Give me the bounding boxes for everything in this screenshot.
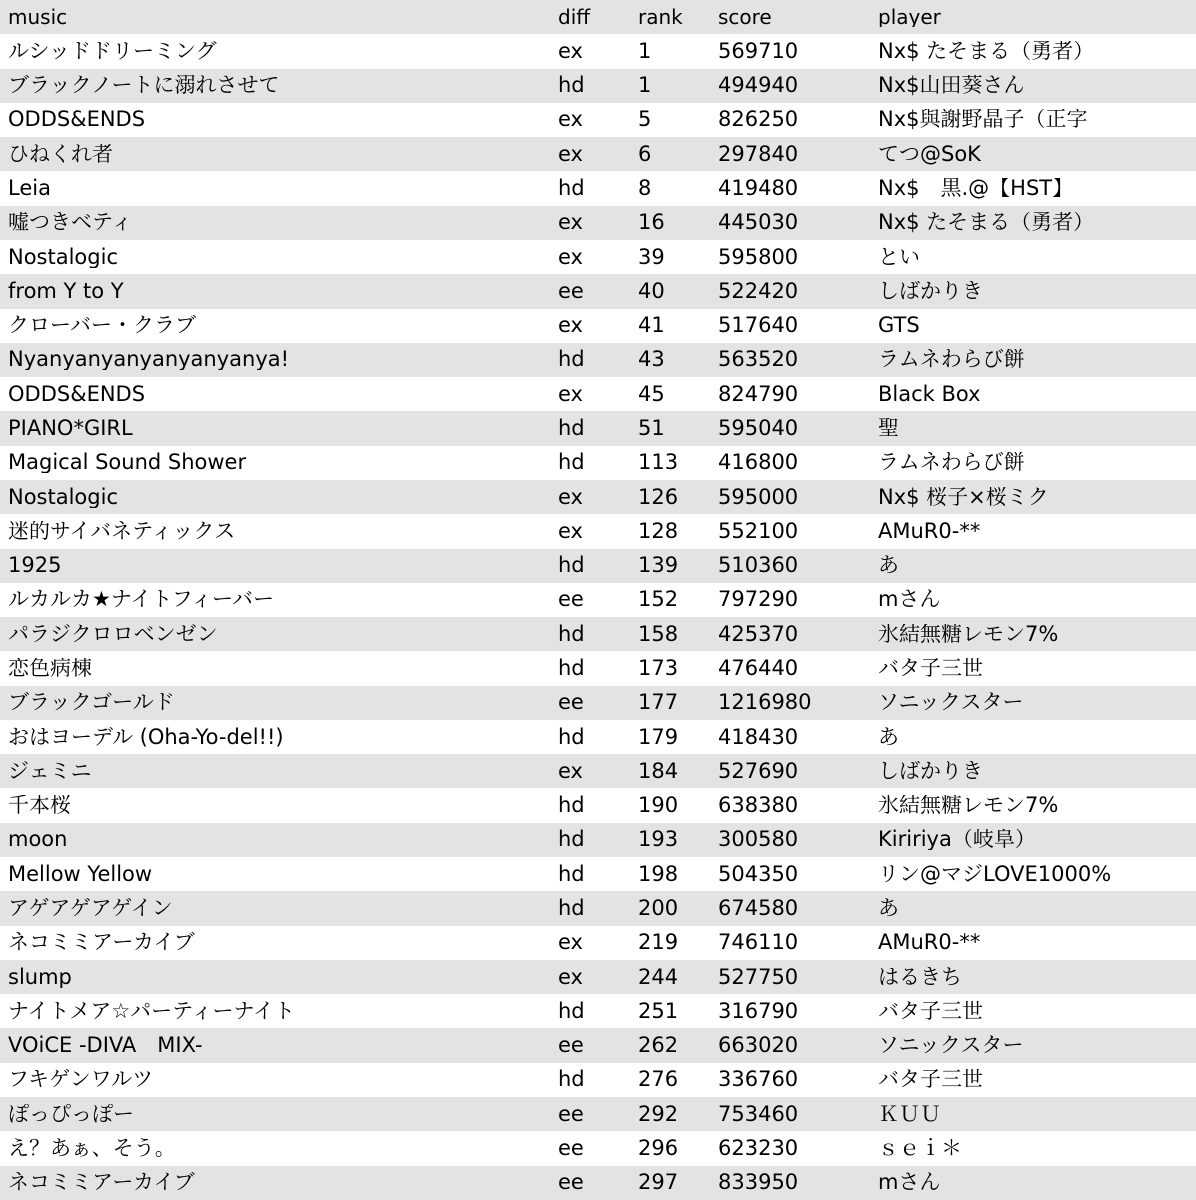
music-cell: ODDS&ENDS [8,109,146,131]
table-row [0,240,1196,274]
score-cell: 833950 [718,1172,799,1194]
music-cell: Nyanyanyanyanyanyanya! [8,349,290,371]
player-cell: ラムネわらび餅 [878,452,1025,474]
score-cell: 517640 [718,315,799,337]
rank-cell: 158 [638,623,679,645]
rank-cell: 296 [638,1137,679,1159]
player-cell: とい [878,246,920,268]
diff-cell: ex [558,143,583,165]
rank-cell: 251 [638,1000,679,1022]
rank-cell: 200 [638,897,679,919]
diff-cell: ee [558,589,584,611]
player-cell: 聖 [878,418,899,440]
diff-cell: ee [558,1172,584,1194]
table-row [0,274,1196,308]
table-row [0,651,1196,685]
column-header-diff: diff [558,7,591,28]
diff-cell: ex [558,383,583,405]
score-cell: 623230 [718,1137,799,1159]
table-row [0,171,1196,205]
diff-cell: hd [558,863,585,885]
rank-cell: 177 [638,692,679,714]
table-row [0,137,1196,171]
score-cell: 297840 [718,143,799,165]
table-row [0,377,1196,411]
rank-cell: 1 [638,40,652,62]
table-row [0,994,1196,1028]
rank-cell: 184 [638,760,679,782]
music-cell: Mellow Yellow [8,863,153,885]
diff-cell: ex [558,486,583,508]
music-cell: ひねくれ者 [8,143,113,165]
music-cell: ジェミニ [8,760,92,782]
diff-cell: hd [558,829,585,851]
diff-cell: ex [558,109,583,131]
music-cell: ルシッドドリーミング [8,40,217,62]
diff-cell: hd [558,1000,585,1022]
rank-cell: 1 [638,75,652,97]
music-cell: え？あぁ、そう。 [8,1137,176,1159]
diff-cell: ee [558,1103,584,1125]
player-cell: Nx$與謝野晶子（正字 [878,109,1088,131]
rank-cell: 276 [638,1069,679,1091]
music-cell: おはヨーデル (Oha-Yo-del!!) [8,726,284,748]
player-cell: バタ子三世 [878,1000,983,1022]
player-cell: Nx$ たそまる（勇者） [878,212,1095,234]
score-cell: 418430 [718,726,799,748]
music-cell: slump [8,966,72,988]
score-cell: 316790 [718,1000,799,1022]
score-cell: 476440 [718,657,799,679]
music-cell: Magical Sound Shower [8,452,247,474]
table-row [0,343,1196,377]
score-cell: 797290 [718,589,799,611]
table-row [0,926,1196,960]
diff-cell: ex [558,932,583,954]
column-header-rank: rank [638,7,683,28]
rank-cell: 193 [638,829,679,851]
table-row [0,411,1196,445]
player-cell: Kiririya（岐阜） [878,829,1036,851]
diff-cell: ex [558,520,583,542]
music-cell: from Y to Y [8,280,124,302]
player-cell: あ [878,726,899,748]
player-cell: ソニックスター [878,692,1024,714]
diff-cell: hd [558,418,585,440]
score-cell: 663020 [718,1035,799,1057]
player-cell: AMuR0-** [878,520,981,542]
music-cell: ネコミミアーカイブ [8,932,195,954]
diff-cell: hd [558,1069,585,1091]
rank-cell: 198 [638,863,679,885]
music-cell: Nostalogic [8,486,118,508]
player-cell: バタ子三世 [878,1069,983,1091]
music-cell: 恋色病棟 [8,657,92,679]
score-cell: 569710 [718,40,799,62]
table-row [0,754,1196,788]
table-header-row [0,0,1196,34]
diff-cell: hd [558,555,585,577]
score-cell: 595040 [718,418,799,440]
score-cell: 1216980 [718,692,812,714]
player-cell: あ [878,555,899,577]
music-cell: VOiCE -DIVA MIX- [8,1035,203,1057]
diff-cell: ex [558,246,583,268]
diff-cell: hd [558,452,585,474]
score-cell: 595000 [718,486,799,508]
music-cell: ナイトメア☆パーティーナイト [8,1000,295,1022]
score-cell: 638380 [718,795,799,817]
rank-cell: 6 [638,143,652,165]
column-header-player: player [878,7,941,28]
music-cell: ODDS&ENDS [8,383,146,405]
player-cell: 氷結無糖レモン7% [878,795,1059,817]
score-cell: 595800 [718,246,799,268]
table-row [0,1097,1196,1131]
table-row [0,960,1196,994]
music-cell: ルカルカ★ナイトフィーバー [8,589,274,611]
diff-cell: hd [558,657,585,679]
rank-cell: 139 [638,555,679,577]
table-row [0,69,1196,103]
diff-cell: ee [558,692,584,714]
table-row [0,823,1196,857]
table-row [0,1166,1196,1200]
rank-cell: 45 [638,383,665,405]
score-cell: 300580 [718,829,799,851]
player-cell: ソニックスター [878,1035,1024,1057]
rank-cell: 173 [638,657,679,679]
table-row [0,549,1196,583]
diff-cell: hd [558,623,585,645]
diff-cell: ex [558,966,583,988]
column-header-music: music [8,7,68,28]
player-cell: はるきち [878,966,962,988]
table-row [0,583,1196,617]
score-cell: 753460 [718,1103,799,1125]
player-cell: mさん [878,589,941,611]
column-header-score: score [718,7,772,28]
score-cell: 563520 [718,349,799,371]
music-cell: ブラックゴールド [8,692,175,714]
score-cell: 336760 [718,1069,799,1091]
diff-cell: hd [558,897,585,919]
diff-cell: hd [558,178,585,200]
table-row [0,514,1196,548]
player-cell: あ [878,897,899,919]
diff-cell: ex [558,40,583,62]
score-cell: 494940 [718,75,799,97]
rank-cell: 152 [638,589,679,611]
player-cell: しばかりき [878,760,983,782]
music-cell: アゲアゲアゲイン [8,897,173,919]
music-cell: Leia [8,178,51,200]
music-cell: ブラックノートに溺れさせて [8,75,280,97]
diff-cell: hd [558,75,585,97]
rank-cell: 113 [638,452,679,474]
player-cell: ＫＵＵ [878,1103,941,1125]
score-cell: 504350 [718,863,799,885]
player-cell: しばかりき [878,280,983,302]
table-row [0,480,1196,514]
rank-cell: 292 [638,1103,679,1125]
table-row [0,206,1196,240]
score-cell: 552100 [718,520,799,542]
player-cell: Nx$ 黒.@【HST】 [878,178,1074,200]
rank-cell: 297 [638,1172,679,1194]
rank-cell: 16 [638,212,665,234]
score-cell: 826250 [718,109,799,131]
rank-cell: 219 [638,932,679,954]
diff-cell: hd [558,795,585,817]
music-cell: ぽっぴっぽー [8,1103,134,1125]
table-row [0,788,1196,822]
music-cell: 千本桜 [8,795,71,817]
table-row [0,1131,1196,1165]
rank-cell: 128 [638,520,679,542]
rank-cell: 51 [638,418,665,440]
music-cell: 1925 [8,555,62,577]
rank-cell: 39 [638,246,665,268]
table-row [0,309,1196,343]
music-cell: フキゲンワルツ [8,1069,154,1091]
score-cell: 419480 [718,178,799,200]
player-cell: バタ子三世 [878,657,983,679]
table-row [0,617,1196,651]
player-cell: 氷結無糖レモン7% [878,623,1059,645]
player-cell: AMuR0-** [878,932,981,954]
table-row [0,103,1196,137]
score-cell: 510360 [718,555,799,577]
rank-cell: 8 [638,178,652,200]
player-cell: Black Box [878,383,981,405]
score-cell: 527690 [718,760,799,782]
music-cell: Nostalogic [8,246,118,268]
music-cell: 嘘つきベティ [8,212,133,234]
music-cell: パラジクロロベンゼン [8,623,218,645]
table-row [0,891,1196,925]
score-cell: 674580 [718,897,799,919]
rank-cell: 244 [638,966,679,988]
player-cell: Nx$ たそまる（勇者） [878,40,1095,62]
diff-cell: ee [558,1035,584,1057]
diff-cell: ex [558,760,583,782]
rank-cell: 262 [638,1035,679,1057]
score-cell: 445030 [718,212,799,234]
table-row [0,34,1196,68]
score-cell: 522420 [718,280,799,302]
diff-cell: ee [558,280,584,302]
music-cell: ネコミミアーカイブ [8,1172,195,1194]
player-cell: Nx$山田葵さん [878,75,1025,97]
music-cell: PIANO*GIRL [8,418,133,440]
rank-cell: 41 [638,315,665,337]
table-row [0,1028,1196,1062]
score-cell: 425370 [718,623,799,645]
rank-cell: 179 [638,726,679,748]
player-cell: ｓｅｉ＊ [878,1137,962,1159]
rank-cell: 43 [638,349,665,371]
player-cell: GTS [878,315,920,337]
rank-cell: 190 [638,795,679,817]
player-cell: Nx$ 桜子×桜ミク [878,486,1049,508]
player-cell: ラムネわらび餅 [878,349,1025,371]
table-row [0,857,1196,891]
rank-cell: 126 [638,486,679,508]
diff-cell: ex [558,315,583,337]
music-cell: 迷的サイバネティックス [8,520,236,542]
rank-cell: 5 [638,109,652,131]
table-row [0,720,1196,754]
music-cell: クローバー・クラブ [8,315,196,337]
player-cell: てつ@SoK [878,143,981,165]
diff-cell: hd [558,726,585,748]
table-row [0,446,1196,480]
diff-cell: ex [558,212,583,234]
player-cell: mさん [878,1172,941,1194]
score-cell: 746110 [718,932,799,954]
table-row [0,686,1196,720]
diff-cell: hd [558,349,585,371]
diff-cell: ee [558,1137,584,1159]
score-cell: 527750 [718,966,799,988]
table-row [0,1063,1196,1097]
player-cell: リン@マジLOVE1000% [878,863,1112,885]
score-cell: 416800 [718,452,799,474]
rank-cell: 40 [638,280,665,302]
score-cell: 824790 [718,383,799,405]
music-cell: moon [8,829,68,851]
